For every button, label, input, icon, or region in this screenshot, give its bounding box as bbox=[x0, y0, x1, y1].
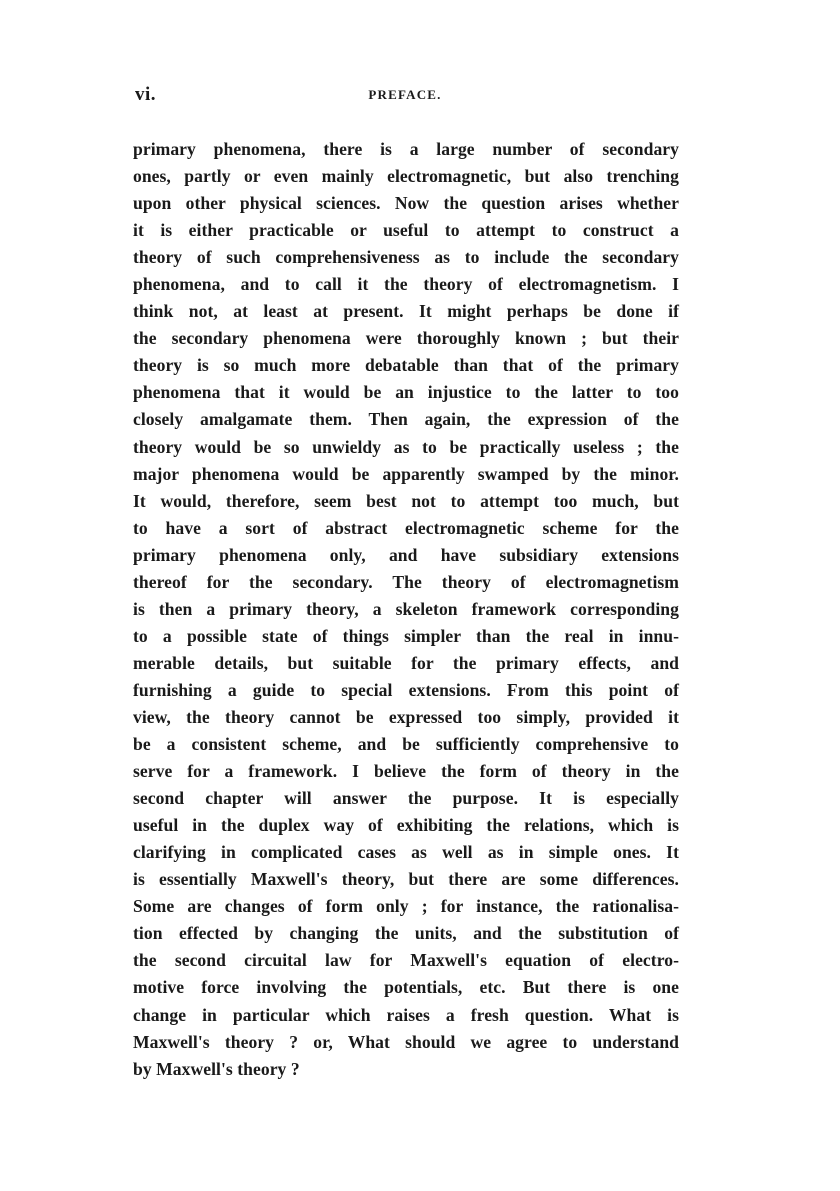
text-line: phenomena, and to call it the theory of electromagnetism. I bbox=[133, 274, 679, 295]
text-line: major phenomena would be apparently swamped by the minor. bbox=[133, 463, 679, 484]
text-line: upon other physical sciences. Now the question arises whether bbox=[133, 193, 679, 214]
text-line: thereof for the secondary. The theory of electromagnetism bbox=[133, 571, 679, 592]
text-line: view, the theory cannot be expressed too simply, provided it bbox=[133, 706, 679, 727]
page-header bbox=[135, 84, 675, 108]
body-paragraph bbox=[133, 136, 679, 1083]
text-line: clarifying in complicated cases as well as in simple ones. It bbox=[133, 842, 679, 863]
text-line: theory is so much more debatable than that of the primary bbox=[133, 355, 679, 376]
text-line: Maxwell's theory ? or, What should we agree to understand bbox=[133, 1031, 679, 1052]
text-line: primary phenomena, there is a large number of secondary bbox=[133, 139, 679, 159]
text-line: to a possible state of things simpler than the real in innu- bbox=[133, 625, 679, 646]
text-line: useful in the duplex way of exhibiting the relations, which is bbox=[133, 815, 679, 836]
page-number: vi. bbox=[135, 84, 157, 105]
text-line: be a consistent scheme, and be sufficiently comprehensive to bbox=[133, 734, 679, 755]
text-line: serve for a framework. I believe the form of theory in the bbox=[133, 761, 679, 782]
text-line: phenomena that it would be an injustice to the latter to too bbox=[133, 382, 679, 403]
text-line: the second circuital law for Maxwell's equation of electro- bbox=[133, 950, 679, 971]
text-line: tion effected by changing the units, and the substitution of bbox=[133, 923, 679, 944]
text-line: closely amalgamate them. Then again, the expression of the bbox=[133, 409, 679, 430]
text-line: think not, at least at present. It might perhaps be done if bbox=[133, 301, 679, 322]
text-line: Some are changes of form only ; for instance, the rationalisa- bbox=[133, 896, 679, 917]
text-line: ones, partly or even mainly electromagnetic, but also trenching bbox=[133, 166, 679, 187]
text-line: change in particular which raises a fresh question. What is bbox=[133, 1004, 679, 1025]
text-line-last: by Maxwell's theory ? bbox=[133, 1058, 300, 1079]
text-line: is essentially Maxwell's theory, but there are some differences. bbox=[133, 869, 679, 890]
text-line: It would, therefore, seem best not to attempt too much, but bbox=[133, 490, 679, 511]
running-head: PREFACE. bbox=[368, 87, 442, 102]
text-line: theory of such comprehensiveness as to include the secondary bbox=[133, 247, 679, 268]
text-line: primary phenomena only, and have subsidiary extensions bbox=[133, 544, 679, 565]
text-line: merable details, but suitable for the primary effects, and bbox=[133, 652, 679, 673]
text-line: to have a sort of abstract electromagnetic scheme for the bbox=[133, 517, 679, 538]
text-line: second chapter will answer the purpose. It is especially bbox=[133, 788, 679, 809]
text-line: theory would be so unwieldy as to be practically useless ; the bbox=[133, 436, 679, 457]
text-line: the secondary phenomena were thoroughly known ; but their bbox=[133, 328, 679, 349]
text-line: motive force involving the potentials, etc. But there is one bbox=[133, 977, 679, 998]
text-line: it is either practicable or useful to attempt to construct a bbox=[133, 220, 679, 241]
text-line: furnishing a guide to special extensions. From this point of bbox=[133, 679, 679, 700]
text-line: is then a primary theory, a skeleton framework corresponding bbox=[133, 598, 679, 619]
